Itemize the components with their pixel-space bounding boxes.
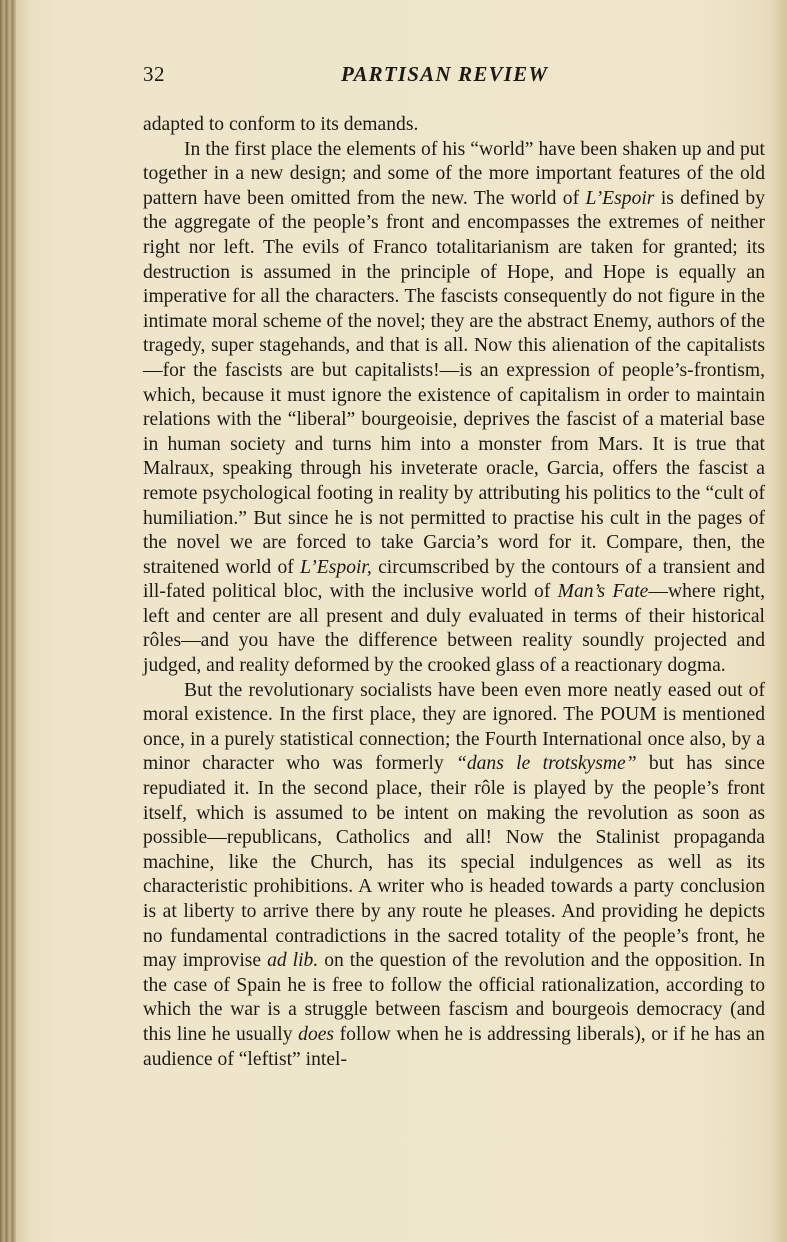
paragraph-1-text: adapted to conform to its demands. bbox=[143, 114, 419, 135]
paragraph-2-text-1: In the first place the elements of his “world” have been shaken up and put together in a new design; and some of the more important features of the old pattern have been omitted from the new. The world of bbox=[143, 138, 765, 209]
body-text bbox=[143, 113, 765, 1072]
paragraph-3-text-1: But the revolutionary socialists have been even more neatly eased out of moral existence. In the first place, they are ignored. The POUM is mentioned once, in a purely statistical connection; the Fourth International once also, by a minor character who was formerly bbox=[143, 679, 765, 775]
page-header bbox=[143, 62, 765, 94]
paragraph-3-text-4: follow when he is addressing liberals), or if he has an audience of “leftist” intel- bbox=[143, 1023, 765, 1070]
paragraph-2-text-4: —where right, left and center are all present and duly evaluated in terms of their historical rôles—and you have the difference between reality soundly projected and judged, and reality deformed by the crooked glass of a reactionary dogma. bbox=[143, 581, 766, 677]
paragraph-2-text-3: circumscribed by the contours of a transient and ill-fated political bloc, with the inclusive world of bbox=[143, 556, 765, 603]
paragraph-3-text-2: but has since repudiated it. In the second place, their rôle is played by the people’s front itself, which is assumed to be intent on making the revolution as soon as possible—republicans, Catholics and all! Now the Stalinist propaganda machine, like the Church, has its special indulgences as well as its characteristic prohibitions. A writer who is headed towards a party conclusion is at liberty to arrive there by any route he pleases. And providing he depicts no fundamental contradictions in the sacred totality of the people’s front, he may improvise bbox=[143, 753, 765, 972]
word-does: does bbox=[298, 1023, 335, 1045]
book-title-lespoir: L’Espoir bbox=[585, 187, 655, 209]
paragraph-3-text-3: on the question of the revolution and the opposition. In the case of Spain he is free to follow the official rationalization, according to which the war is a struggle between fascism and bourgeois democracy (and this line he usually bbox=[143, 950, 765, 1045]
paragraph-3 bbox=[143, 679, 765, 1073]
quote-dans-le-trotskysme: “dans le trotskysme” bbox=[455, 753, 637, 775]
paragraph-2 bbox=[143, 138, 765, 679]
book-title-mans-fate: Man’s Fate bbox=[557, 581, 649, 603]
phrase-ad-lib: ad lib. bbox=[267, 950, 319, 972]
page-number: 32 bbox=[143, 62, 165, 86]
book-title-lespoir-2: L’Espoir, bbox=[300, 556, 372, 578]
paragraph-2-text-2: is defined by the aggregate of the people’s front and encompasses the extremes of neither right nor left. The evils of Franco totalitarianism are taken for granted; its destruction is assumed in the principle of Hope, and Hope is equally an imperative for all the characters. The fascists consequently do not figure in the intimate moral scheme of the novel; they are the abstract Enemy, authors of the tragedy, super stagehands, and that is all. Now this alienation of the capitalists—for the fascists are but capitalists!—is an expression of people’s-frontism, which, because it must ignore the existence of capitalism in order to maintain relations with the “liberal” bourgeoisie, deprives the fascist of a material base in human society and turns him into a monster from Mars. It is true that Malraux, speaking through his inveterate oracle, Garcia, offers the fascist a remote psychological footing in reality by attributing his politics to the “cult of humiliation.” But since he is not permitted to practise his cult in the pages of the novel we are forced to take Garcia’s word for it. Compare, then, the straitened world of bbox=[143, 187, 765, 578]
running-title: PARTISAN REVIEW bbox=[341, 62, 549, 86]
book-spine-shadow bbox=[0, 0, 16, 1242]
paragraph-1 bbox=[143, 113, 765, 138]
